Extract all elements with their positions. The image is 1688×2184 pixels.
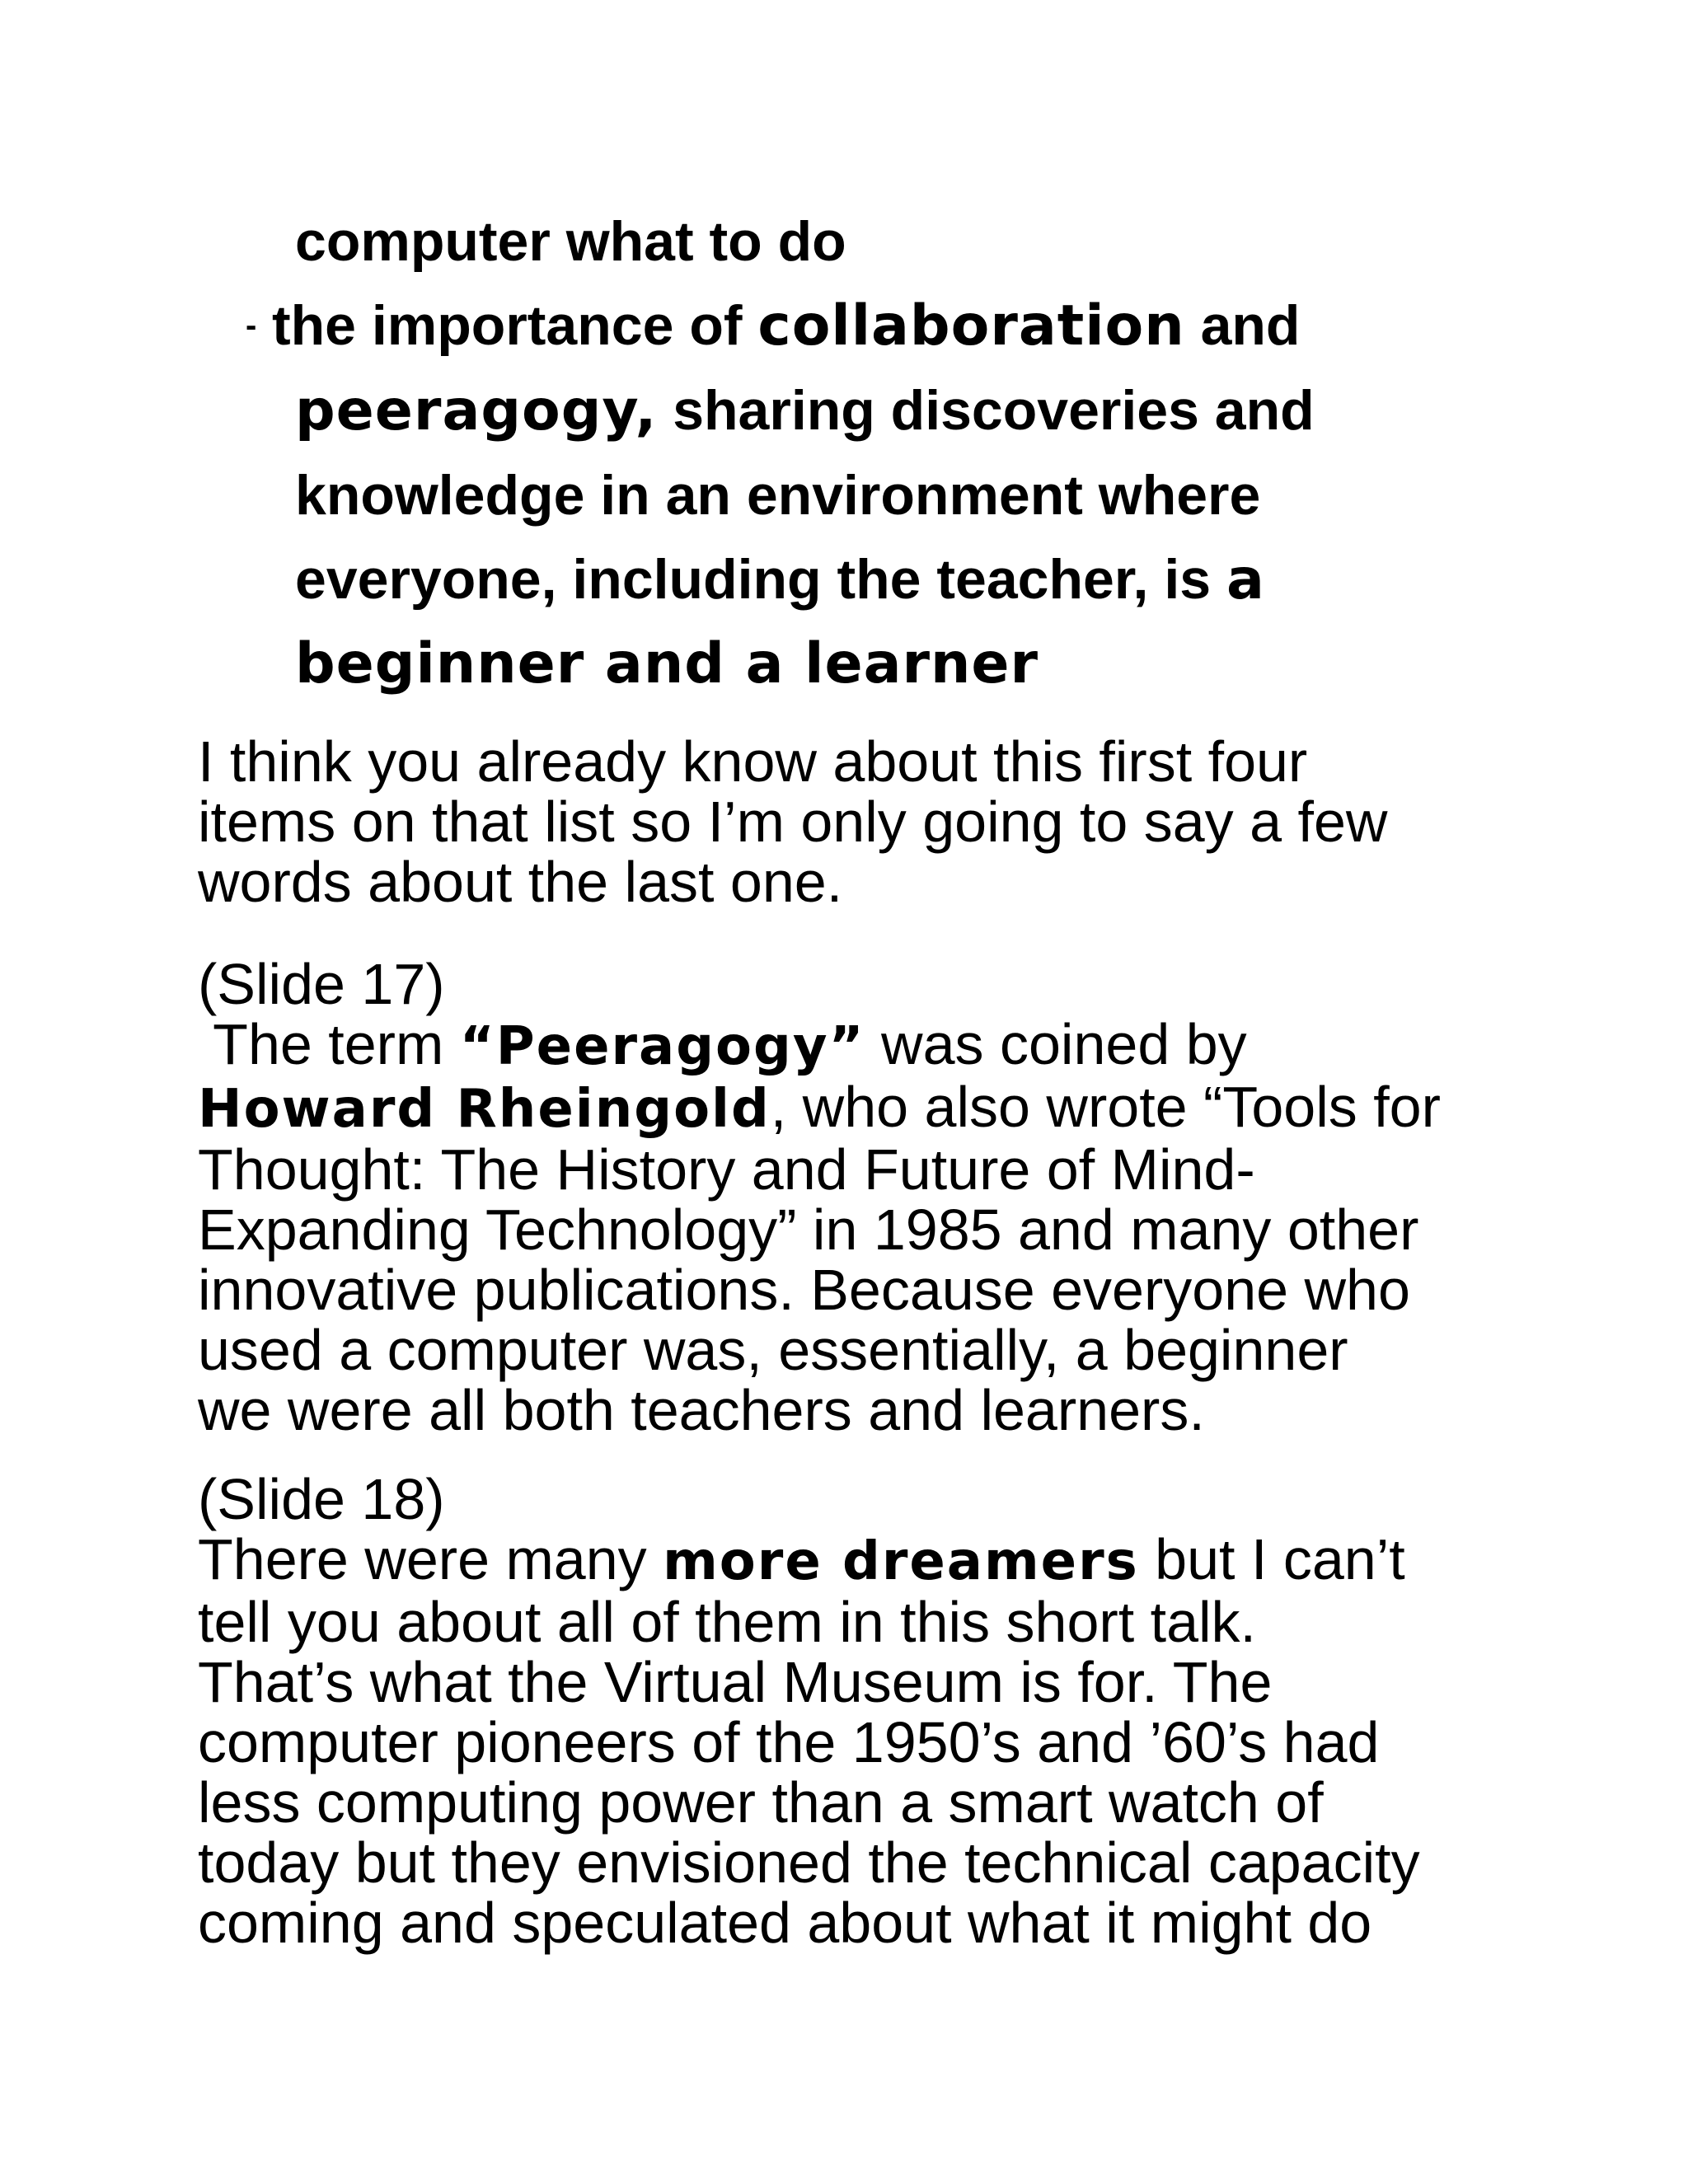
bullet-line-2 xyxy=(295,368,1449,453)
text-line: Expanding Technology” in 1985 and many other xyxy=(198,1197,1419,1262)
text-line: less computing power than a smart watch of xyxy=(198,1770,1324,1835)
text-line: we were all both teachers and learners. xyxy=(198,1378,1205,1442)
emphasis-a: a xyxy=(1226,547,1265,612)
text-line xyxy=(198,1077,1517,1140)
bullet-text: the importance of xyxy=(272,294,758,357)
text-line: used a computer was, essentially, a beginner xyxy=(198,1318,1348,1382)
bullet-text: sharing discoveries and xyxy=(657,379,1315,442)
bullet-line-3: knowledge in an environment where xyxy=(295,464,1261,527)
term-peeragogy: “Peeragogy” xyxy=(459,1016,865,1077)
bullet-continuation-line: computer what to do xyxy=(295,210,846,273)
bullet-text: everyone, including the teacher, is xyxy=(295,548,1226,611)
text-line: computer pioneers of the 1950’s and ’60’s had xyxy=(198,1710,1380,1774)
name-howard-rheingold: Howard Rheingold xyxy=(198,1079,771,1140)
paragraph-intro xyxy=(198,729,1517,914)
bullet-marker: - xyxy=(246,307,257,344)
term-more-dreamers: more dreamers xyxy=(663,1531,1139,1592)
text-span: but I can’t xyxy=(1138,1527,1405,1591)
text-line: That’s what the Virtual Museum is for. The xyxy=(198,1650,1273,1714)
paragraph-slide-18 xyxy=(198,1469,1517,1953)
text-line: words about the last one. xyxy=(198,850,843,914)
text-line: tell you about all of them in this short talk. xyxy=(198,1590,1256,1654)
text-span: The term xyxy=(198,1012,460,1076)
emphasis-collaboration: collaboration xyxy=(757,293,1185,359)
text-line: Thought: The History and Future of Mind- xyxy=(198,1137,1255,1202)
text-line: I think you already know about this first four xyxy=(198,729,1308,794)
text-line: items on that list so I’m only going to say a few xyxy=(198,790,1388,854)
emphasis-peeragogy: peeragogy, xyxy=(295,378,658,443)
text-span: , who also wrote “Tools for xyxy=(770,1075,1441,1139)
slide-label: (Slide 18) xyxy=(198,1467,445,1531)
bullet-line-4 xyxy=(295,537,1449,622)
text-span: There were many xyxy=(198,1527,663,1591)
slide-label: (Slide 17) xyxy=(198,952,445,1016)
text-line: coming and speculated about what it might do xyxy=(198,1891,1372,1955)
bullet-text: and xyxy=(1184,294,1301,357)
text-line xyxy=(198,1527,1517,1592)
text-span: was coined by xyxy=(865,1012,1247,1076)
paragraph-slide-17 xyxy=(198,954,1517,1441)
bullet-line-1 xyxy=(272,284,1449,368)
text-line: innovative publications. Because everyone who xyxy=(198,1258,1410,1322)
bullet-line-5: beginner and a learner xyxy=(295,631,1039,696)
bullet-item-collaboration xyxy=(246,284,1449,706)
text-line xyxy=(198,1012,1517,1077)
bullet-list xyxy=(246,199,1449,706)
text-line: today but they envisioned the technical capacity xyxy=(198,1830,1420,1895)
